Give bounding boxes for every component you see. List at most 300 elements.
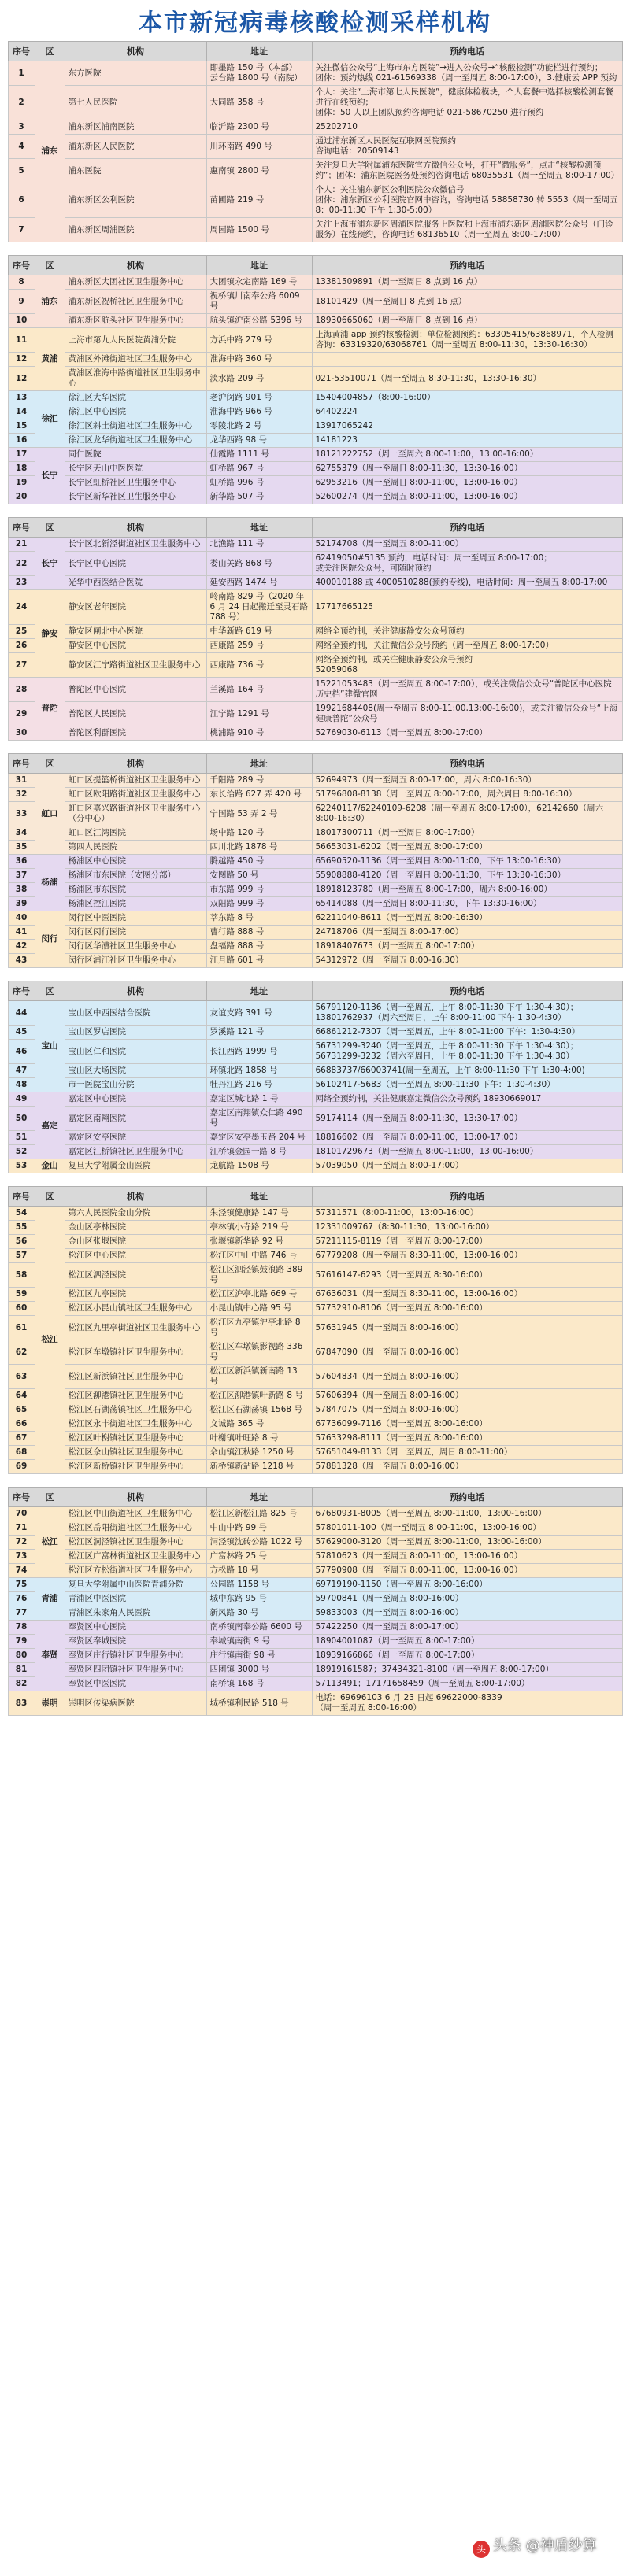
booking-phone: 67736099-7116（周一至周五 8:00-16:00） (312, 1417, 622, 1432)
address: 即墨路 150 号（本部） 云台路 1800 号（南院） (206, 61, 312, 86)
booking-phone: 15221053483（周一至周五 8:00-17:00），或关注微信公众号“普陀区中心医院历史档”建微官网 (312, 678, 622, 702)
booking-phone: 57631945（周一至周五 8:00-16:00） (312, 1316, 622, 1340)
row-number: 65 (8, 1403, 35, 1417)
institution-name: 闵行区中医医院 (65, 911, 206, 926)
address: 市东路 999 号 (206, 883, 312, 897)
column-header: 机构 (65, 754, 206, 774)
address: 江桥镇金园一路 8 号 (206, 1145, 312, 1159)
booking-phone: 021-53510071（周一至周五 8:30-11:30，13:30-16:30） (312, 367, 622, 391)
institution-name: 杨浦区中心医院 (65, 855, 206, 869)
booking-phone: 18930665060（周一至周日 8 点到 16 点） (312, 314, 622, 328)
column-header: 序号 (8, 754, 35, 774)
row-number: 69 (8, 1460, 35, 1474)
row-number: 81 (8, 1663, 35, 1677)
booking-phone: 57604834（周一至周五 8:00-16:00） (312, 1365, 622, 1389)
column-header: 区 (35, 256, 65, 275)
row-number: 12 (8, 367, 35, 391)
institution-name: 静安区老年医院 (65, 590, 206, 625)
institution-name: 金山区张堰医院 (65, 1235, 206, 1249)
row-number: 9 (8, 290, 35, 314)
booking-phone: 18101729673（周一至周五 8:00-11:00，13:00-16:00） (312, 1145, 622, 1159)
row-number: 57 (8, 1249, 35, 1263)
row-number: 25 (8, 625, 35, 639)
institution-name: 光华中西医结合医院 (65, 576, 206, 590)
address: 南桥镇南奉公路 6600 号 (206, 1621, 312, 1635)
institution-name: 长宁区虹桥社区卫生服务中心 (65, 476, 206, 490)
row-number: 75 (8, 1578, 35, 1592)
column-header: 预约电话 (312, 1187, 622, 1207)
institution-name: 奉贤区奉城医院 (65, 1635, 206, 1649)
booking-phone: 14181223 (312, 434, 622, 448)
column-header: 预约电话 (312, 981, 622, 1001)
address: 亭林镇小寺路 219 号 (206, 1221, 312, 1235)
address: 牡丹江路 216 号 (206, 1078, 312, 1092)
table-row (8, 1064, 622, 1078)
column-header: 机构 (65, 981, 206, 1001)
booking-phone: 关注复旦大学附属浦东医院官方微信公众号，打开“微服务”，点击“核酸检测预约”；团体：浦东医院医务处预约咨询电话 68035531（周一至周五 8:00-17:00） (312, 159, 622, 183)
address: 新华路 507 号 (206, 490, 312, 504)
booking-phone: 57629000-3120（周一至周五 8:00-11:00，13:00-16:00） (312, 1536, 622, 1550)
row-number: 48 (8, 1078, 35, 1092)
address: 友谊支路 391 号 (206, 1001, 312, 1026)
booking-phone: 57633298-8111（周一至周五 8:00-16:00） (312, 1432, 622, 1446)
booking-phone: 56791120-1136（周一至周五，上午 8:00-11:30 下午 1:30-4:30）；13801762937（周六至周日，上午 8:00-11:00 下午 1:30-4:30） (312, 1001, 622, 1026)
address: 延安西路 1474 号 (206, 576, 312, 590)
table-row (8, 702, 622, 726)
row-number: 20 (8, 490, 35, 504)
column-header: 预约电话 (312, 518, 622, 538)
institution-name: 普陀区中心医院 (65, 678, 206, 702)
org-table (8, 1487, 623, 1716)
booking-phone: 18918407673（周一至周五 8:00-17:00） (312, 940, 622, 954)
district-cell: 奉贤 (35, 1621, 65, 1691)
address: 中华新路 619 号 (206, 625, 312, 639)
table-row (8, 1507, 622, 1521)
column-header: 预约电话 (312, 256, 622, 275)
institution-name: 黄浦区外滩街道社区卫生服务中心 (65, 353, 206, 367)
row-number: 79 (8, 1635, 35, 1649)
booking-phone: 400010188 或 4000510288(预约专线)，电话时间：周一至周五 8:00-17:00 (312, 576, 622, 590)
column-header: 序号 (8, 518, 35, 538)
table-row (8, 911, 622, 926)
column-header: 序号 (8, 256, 35, 275)
address: 西康路 736 号 (206, 653, 312, 678)
institution-name: 松江区九亭医院 (65, 1288, 206, 1302)
address: 淡水路 209 号 (206, 367, 312, 391)
table-row (8, 462, 622, 476)
booking-phone: 57606394（周一至周五 8:00-16:00） (312, 1389, 622, 1403)
booking-phone: 关注上海市浦东新区周浦医院服务上医院和上海市浦东新区周浦医院公众号（门诊服务）在线预约，咨询电话 68136510（周一至周五 8:00-17:00） (312, 218, 622, 242)
institution-name: 松江区岳阳街道社区卫生服务中心 (65, 1521, 206, 1536)
row-number: 32 (8, 788, 35, 802)
institution-name: 嘉定区安亭医院 (65, 1131, 206, 1145)
district-cell: 长宁 (35, 538, 65, 590)
institution-name: 宝山区中西医结合医院 (65, 1001, 206, 1026)
row-number: 42 (8, 940, 35, 954)
institution-name: 奉贤区庄行镇社区卫生服务中心 (65, 1649, 206, 1663)
booking-phone: 网络全预约制，关注健康静安公众号预约 (312, 625, 622, 639)
table-row (8, 1691, 622, 1716)
booking-phone: 电话：69696103 6 月 23 日起 69622000-8339 （周一至周五 8:00-16:00） (312, 1691, 622, 1716)
row-number: 53 (8, 1159, 35, 1173)
address: 千阳路 289 号 (206, 774, 312, 788)
column-header: 预约电话 (312, 754, 622, 774)
row-number: 37 (8, 869, 35, 883)
column-header: 机构 (65, 256, 206, 275)
booking-phone: 13381509891（周一至周日 8 点到 16 点） (312, 275, 622, 290)
org-table (8, 41, 623, 242)
address: 佘山镇江秋路 1250 号 (206, 1446, 312, 1460)
column-header: 序号 (8, 1187, 35, 1207)
row-number: 34 (8, 826, 35, 841)
table-row (8, 314, 622, 328)
table-row (8, 954, 622, 968)
row-number: 3 (8, 120, 35, 135)
table-row (8, 1340, 622, 1365)
table-row (8, 391, 622, 405)
address: 松江区泖港镇叶新路 8 号 (206, 1389, 312, 1403)
address: 新桥镇新站路 1218 号 (206, 1460, 312, 1474)
column-header: 地址 (206, 42, 312, 61)
booking-phone: 69719190-1150（周一至周五 8:00-16:00） (312, 1578, 622, 1592)
table-row (8, 590, 622, 625)
row-number: 14 (8, 405, 35, 419)
institution-name: 浦东新区人民医院 (65, 135, 206, 159)
institution-name: 奉贤区中医医院 (65, 1677, 206, 1691)
district-cell: 青浦 (35, 1578, 65, 1621)
institution-name: 宝山区罗店医院 (65, 1026, 206, 1040)
booking-phone: 57113491；17171658459（周一至周五 8:00-17:00） (312, 1677, 622, 1691)
booking-phone: 57651049-8133（周一至周五，周日 8:00-11:00） (312, 1446, 622, 1460)
booking-phone: 网络全预约制，关注微信公众号预约（周一至周五 8:00-17:00） (312, 639, 622, 653)
table-row (8, 1221, 622, 1235)
table-row (8, 490, 622, 504)
booking-phone: 15404004857（8:00-16:00） (312, 391, 622, 405)
row-number: 61 (8, 1316, 35, 1340)
booking-phone: 59700841（周一至周五 8:00-16:00） (312, 1592, 622, 1606)
table-row (8, 788, 622, 802)
table-row (8, 576, 622, 590)
address: 周园路 1500 号 (206, 218, 312, 242)
booking-phone: 57039050（周一至周五 8:00-17:00） (312, 1159, 622, 1173)
address: 兰溪路 164 号 (206, 678, 312, 702)
address: 松江区九亭镇沪亭北路 8 号 (206, 1316, 312, 1340)
institution-name: 浦东新区祝桥社区卫生服务中心 (65, 290, 206, 314)
row-number: 19 (8, 476, 35, 490)
table-row (8, 405, 622, 419)
institution-name: 浦东医院 (65, 159, 206, 183)
address: 松江区石湖荡镇 1568 号 (206, 1403, 312, 1417)
row-number: 66 (8, 1417, 35, 1432)
institution-name: 松江区永丰街道社区卫生服务中心 (65, 1417, 206, 1432)
row-number: 82 (8, 1677, 35, 1691)
row-number: 7 (8, 218, 35, 242)
table-container (0, 41, 630, 1716)
column-header: 区 (35, 1488, 65, 1507)
row-number: 47 (8, 1064, 35, 1078)
booking-phone: 62755379（周一至周日 8:00-11:30，13:30-16:00） (312, 462, 622, 476)
table-row (8, 1635, 622, 1649)
institution-name: 松江区九里亭街道社区卫生服务中心 (65, 1316, 206, 1340)
row-number: 40 (8, 911, 35, 926)
booking-phone: 57732910-8106（周一至周五 8:00-16:00） (312, 1302, 622, 1316)
row-number: 8 (8, 275, 35, 290)
district-cell: 静安 (35, 590, 65, 678)
column-header: 机构 (65, 1488, 206, 1507)
table-row (8, 1460, 622, 1474)
district-cell: 宝山 (35, 1001, 65, 1092)
table-row (8, 855, 622, 869)
row-number: 4 (8, 135, 35, 159)
address: 江宁路 1291 号 (206, 702, 312, 726)
district-cell: 徐汇 (35, 391, 65, 448)
address: 方浜中路 279 号 (206, 328, 312, 353)
row-number: 46 (8, 1040, 35, 1064)
table-row (8, 883, 622, 897)
booking-phone (312, 353, 622, 367)
table-row (8, 1365, 622, 1389)
row-number: 36 (8, 855, 35, 869)
table-row (8, 869, 622, 883)
table-row (8, 1249, 622, 1263)
column-header: 区 (35, 754, 65, 774)
row-number: 70 (8, 1507, 35, 1521)
row-number: 26 (8, 639, 35, 653)
row-number: 56 (8, 1235, 35, 1249)
address: 曹行路 888 号 (206, 926, 312, 940)
table-row (8, 1026, 622, 1040)
table-row (8, 1432, 622, 1446)
table-row (8, 1078, 622, 1092)
institution-name: 松江区车墩镇社区卫生服务中心 (65, 1340, 206, 1365)
district-cell: 崇明 (35, 1691, 65, 1716)
district-cell: 浦东 (35, 61, 65, 242)
row-number: 10 (8, 314, 35, 328)
address: 双阳路 999 号 (206, 897, 312, 911)
booking-phone: 67680931-8005（周一至周五 8:00-11:00，13:00-16:00） (312, 1507, 622, 1521)
district-cell: 黄浦 (35, 328, 65, 391)
column-header: 区 (35, 981, 65, 1001)
booking-phone: 57801011-100（周一至周五 8:00-11:00，13:00-16:00） (312, 1521, 622, 1536)
address: 大同路 358 号 (206, 86, 312, 120)
row-number: 22 (8, 552, 35, 576)
institution-name: 闵行区华漕社区卫生服务中心 (65, 940, 206, 954)
booking-phone: 57211115-8119（周一至周五 8:00-17:00） (312, 1235, 622, 1249)
institution-name: 青浦区中医医院 (65, 1592, 206, 1606)
table-row (8, 625, 622, 639)
row-number: 50 (8, 1107, 35, 1131)
table-row (8, 275, 622, 290)
table-row (8, 926, 622, 940)
address: 东长治路 627 弄 420 号 (206, 788, 312, 802)
watermark-text: 头条 @神盾纱算 (493, 2537, 597, 2554)
row-number: 83 (8, 1691, 35, 1716)
address: 奉城镇南街 9 号 (206, 1635, 312, 1649)
table-row (8, 86, 622, 120)
institution-name: 嘉定区南翔医院 (65, 1107, 206, 1131)
institution-name: 松江区中山街道社区卫生服务中心 (65, 1507, 206, 1521)
address: 长江西路 1999 号 (206, 1040, 312, 1064)
address: 四川北路 1878 号 (206, 841, 312, 855)
institution-name: 松江区广富林街道社区卫生服务中心 (65, 1550, 206, 1564)
table-row (8, 1550, 622, 1564)
address: 松江区新浜镇新南路 13 号 (206, 1365, 312, 1389)
booking-phone: 57810623（周一至周五 8:00-11:00，13:00-16:00） (312, 1550, 622, 1564)
row-number: 28 (8, 678, 35, 702)
row-number: 27 (8, 653, 35, 678)
booking-phone: 62211040-8611（周一至周五 8:00-16:30） (312, 911, 622, 926)
row-number: 68 (8, 1446, 35, 1460)
institution-name: 嘉定区江桥镇社区卫生服务中心 (65, 1145, 206, 1159)
institution-name: 浦东新区公利医院 (65, 183, 206, 218)
address: 场中路 120 号 (206, 826, 312, 841)
row-number: 2 (8, 86, 35, 120)
row-number: 30 (8, 726, 35, 741)
address: 大团镇永定南路 169 号 (206, 275, 312, 290)
row-number: 77 (8, 1606, 35, 1621)
institution-name: 松江区石湖荡镇社区卫生服务中心 (65, 1403, 206, 1417)
district-cell: 松江 (35, 1507, 65, 1578)
address: 岭南路 829 号（2020 年 6 月 24 日起搬迁至灵石路 788 号） (206, 590, 312, 625)
institution-name: 松江区泗泾医院 (65, 1263, 206, 1288)
institution-name: 青浦区朱家角人民医院 (65, 1606, 206, 1621)
institution-name: 长宁区新华社区卫生服务中心 (65, 490, 206, 504)
column-header: 预约电话 (312, 1488, 622, 1507)
booking-phone: 12331009767（8:30-11:30，13:00-16:00） (312, 1221, 622, 1235)
booking-phone: 18939166866（周一至周五 8:00-17:00） (312, 1649, 622, 1663)
row-number: 24 (8, 590, 35, 625)
table-row (8, 802, 622, 826)
row-number: 29 (8, 702, 35, 726)
institution-name: 金山区亭林医院 (65, 1221, 206, 1235)
row-number: 62 (8, 1340, 35, 1365)
booking-phone: 网络全预约制，关注健康嘉定微信公众号预约 18930669017 (312, 1092, 622, 1107)
institution-name: 普陀区人民医院 (65, 702, 206, 726)
address: 惠南镇 2800 号 (206, 159, 312, 183)
table-row (8, 653, 622, 678)
institution-name: 黄浦区淮海中路街道社区卫生服务中心 (65, 367, 206, 391)
column-header: 机构 (65, 1187, 206, 1207)
institution-name: 第四人民医院 (65, 841, 206, 855)
institution-name: 徐汇区中心医院 (65, 405, 206, 419)
org-table (8, 517, 623, 741)
row-number: 33 (8, 802, 35, 826)
address: 淮海中路 360 号 (206, 353, 312, 367)
institution-name: 闵行区闵行医院 (65, 926, 206, 940)
institution-name: 松江区佘山镇社区卫生服务中心 (65, 1446, 206, 1460)
booking-phone: 25202710 (312, 120, 622, 135)
table-row (8, 120, 622, 135)
institution-name: 徐汇区大华医院 (65, 391, 206, 405)
row-number: 59 (8, 1288, 35, 1302)
address: 张堰镇新华路 92 号 (206, 1235, 312, 1249)
row-number: 15 (8, 419, 35, 434)
institution-name: 松江区新浜镇社区卫生服务中心 (65, 1365, 206, 1389)
address: 环镇北路 1858 号 (206, 1064, 312, 1078)
address: 航头镇沪南公路 5396 号 (206, 314, 312, 328)
booking-phone: 57422250（周一至周五 8:00-17:00） (312, 1621, 622, 1635)
row-number: 6 (8, 183, 35, 218)
institution-name: 徐汇区龙华街道社区卫生服务中心 (65, 434, 206, 448)
table-row (8, 1159, 622, 1173)
table-row (8, 1235, 622, 1249)
table-row (8, 61, 622, 86)
table-row (8, 135, 622, 159)
row-number: 21 (8, 538, 35, 552)
address: 松江区泗泾镇鼓浪路 389 号 (206, 1263, 312, 1288)
booking-phone: 通过浦东新区人民医院互联网医院预约 咨询电话：20509143 (312, 135, 622, 159)
table-row (8, 639, 622, 653)
booking-phone: 64402224 (312, 405, 622, 419)
address: 方松路 18 号 (206, 1564, 312, 1578)
table-row (8, 726, 622, 741)
table-row (8, 1663, 622, 1677)
booking-phone: 个人：关注浦东新区公利医院公众微信号 团体：浦东新区公利医院官网中咨询，咨询电话 58858730 转 5553（周一至周五 8：00-11:30 下午 1:30-5:00） (312, 183, 622, 218)
address: 广富林路 25 号 (206, 1550, 312, 1564)
address: 仙霞路 1111 号 (206, 448, 312, 462)
row-number: 63 (8, 1365, 35, 1389)
institution-name: 长宁区北新泾街道社区卫生服务中心 (65, 538, 206, 552)
table-row (8, 448, 622, 462)
address: 安图路 50 号 (206, 869, 312, 883)
watermark (472, 2534, 597, 2558)
row-number: 64 (8, 1389, 35, 1403)
address: 宁国路 53 弄 2 号 (206, 802, 312, 826)
address: 松江区沪亭北路 669 号 (206, 1288, 312, 1302)
booking-phone: 个人：关注“上海市第七人民医院”，健康体检模块，个人套餐中选择核酸检测套餐进行在线预约； 团体：50 人以上团队预约咨询电话 021-58670250 进行预约 (312, 86, 622, 120)
booking-phone: 上海黄浦 app 预约核酸检测；单位检测预约：63305415/63868971，个人检测咨询：63319320/63068761（周一至周五 8:00-11:30，13:30-16:30） (312, 328, 622, 353)
column-header: 地址 (206, 981, 312, 1001)
institution-name: 松江区新桥镇社区卫生服务中心 (65, 1460, 206, 1474)
table-row (8, 353, 622, 367)
table-row (8, 552, 622, 576)
booking-phone: 52694973（周一至周五 8:00-17:00，周六 8:00-16:30） (312, 774, 622, 788)
address: 老沪闵路 901 号 (206, 391, 312, 405)
booking-phone: 67636031（周一至周五 8:30-11:00，13:00-16:00） (312, 1288, 622, 1302)
booking-phone: 57881328（周一至周五 8:00-16:00） (312, 1460, 622, 1474)
column-header: 地址 (206, 754, 312, 774)
booking-phone: 18816602（周一至周五 8:00-11:00，13:00-17:00） (312, 1131, 622, 1145)
table-row (8, 1578, 622, 1592)
booking-phone: 62419050#5135 预约，电话时间：周一至周五 8:00-17:00； 或关注医院公众号，可随时预约 (312, 552, 622, 576)
row-number: 58 (8, 1263, 35, 1288)
address: 盘福路 888 号 (206, 940, 312, 954)
booking-phone: 52769030-6113（周一至周五 8:00-17:00） (312, 726, 622, 741)
booking-phone: 62240117/62240109-6208（周一至周五 8:00-17:00），62142660（周六 8:00-16:30） (312, 802, 622, 826)
org-table (8, 981, 623, 1173)
address: 文诚路 365 号 (206, 1417, 312, 1432)
booking-phone: 57311571（8:00-11:00，13:00-16:00） (312, 1207, 622, 1221)
institution-name: 虹口区提篮桥街道社区卫生服务中心 (65, 774, 206, 788)
address: 嘉定区南翔镇众仁路 490 号 (206, 1107, 312, 1131)
institution-name: 宝山区大场医院 (65, 1064, 206, 1078)
table-row (8, 1131, 622, 1145)
watermark-logo-icon: 头 (472, 2541, 490, 2558)
booking-phone: 18017300711（周一至周日 8:00-17:00） (312, 826, 622, 841)
table-row (8, 1621, 622, 1635)
booking-phone: 57847075（周一至周五 8:00-16:00） (312, 1403, 622, 1417)
table-row (8, 218, 622, 242)
column-header: 预约电话 (312, 42, 622, 61)
row-number: 51 (8, 1131, 35, 1145)
institution-name: 浦东新区周浦医院 (65, 218, 206, 242)
row-number: 11 (8, 328, 35, 353)
booking-phone: 52174708（周一至周五 8:00-11:00） (312, 538, 622, 552)
institution-name: 杨浦区市东医院 (65, 883, 206, 897)
booking-phone: 网络全预约制，或关注健康静安公众号预约 52059068 (312, 653, 622, 678)
table-row (8, 1592, 622, 1606)
address: 苗圃路 219 号 (206, 183, 312, 218)
